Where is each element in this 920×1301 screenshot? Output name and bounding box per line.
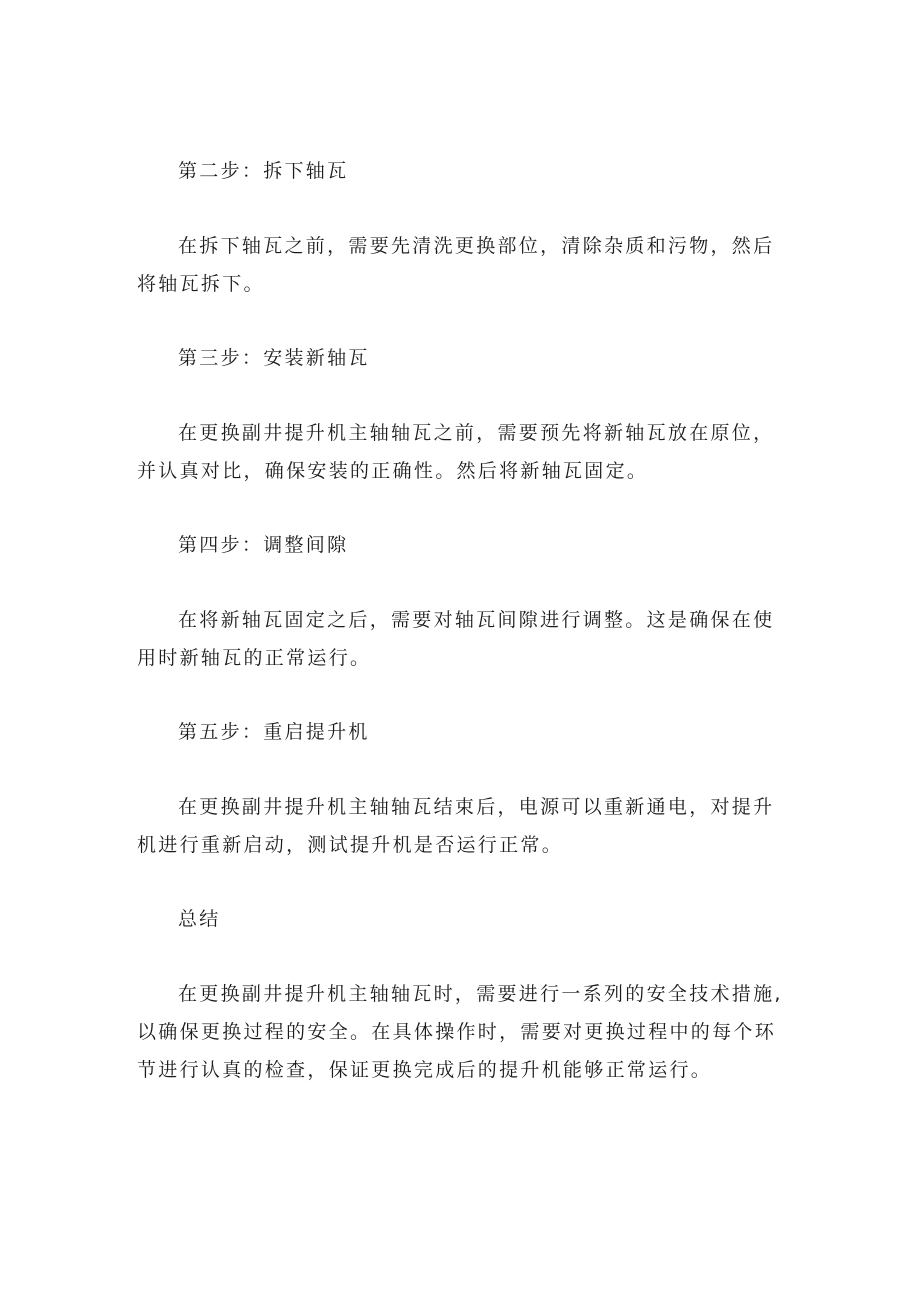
section-heading-step-4: 第四步：调整间隙 (178, 534, 349, 556)
document-body (137, 152, 787, 1089)
section-heading-step-2: 第二步：拆下轴瓦 (178, 160, 349, 182)
section-paragraph-step-5: 在更换副井提升机主轴轴瓦结束后，电源可以重新通电，对提升机进行重新启动，测试提升机是否运行正常。 (137, 796, 775, 856)
section-heading-step-3: 第三步：安装新轴瓦 (178, 347, 370, 369)
section-paragraph-step-4: 在将新轴瓦固定之后，需要对轴瓦间隙进行调整。这是确保在使用时新轴瓦的正常运行。 (137, 609, 775, 669)
section-paragraph-summary: 在更换副井提升机主轴轴瓦时，需要进行一系列的安全技术措施,以确保更换过程的安全。在具体操作时，需要对更换过程中的每个环节进行认真的检查，保证更换完成后的提升机能够正常运行。 (137, 983, 783, 1081)
section-paragraph-step-3: 在更换副井提升机主轴轴瓦之前，需要预先将新轴瓦放在原位，并认真对比，确保安装的正确性。然后将新轴瓦固定。 (137, 422, 775, 482)
section-heading-step-5: 第五步：重启提升机 (178, 721, 370, 743)
section-heading-summary: 总结 (178, 908, 221, 930)
section-paragraph-step-2: 在拆下轴瓦之前，需要先清洗更换部位，清除杂质和污物，然后将轴瓦拆下。 (137, 235, 775, 295)
